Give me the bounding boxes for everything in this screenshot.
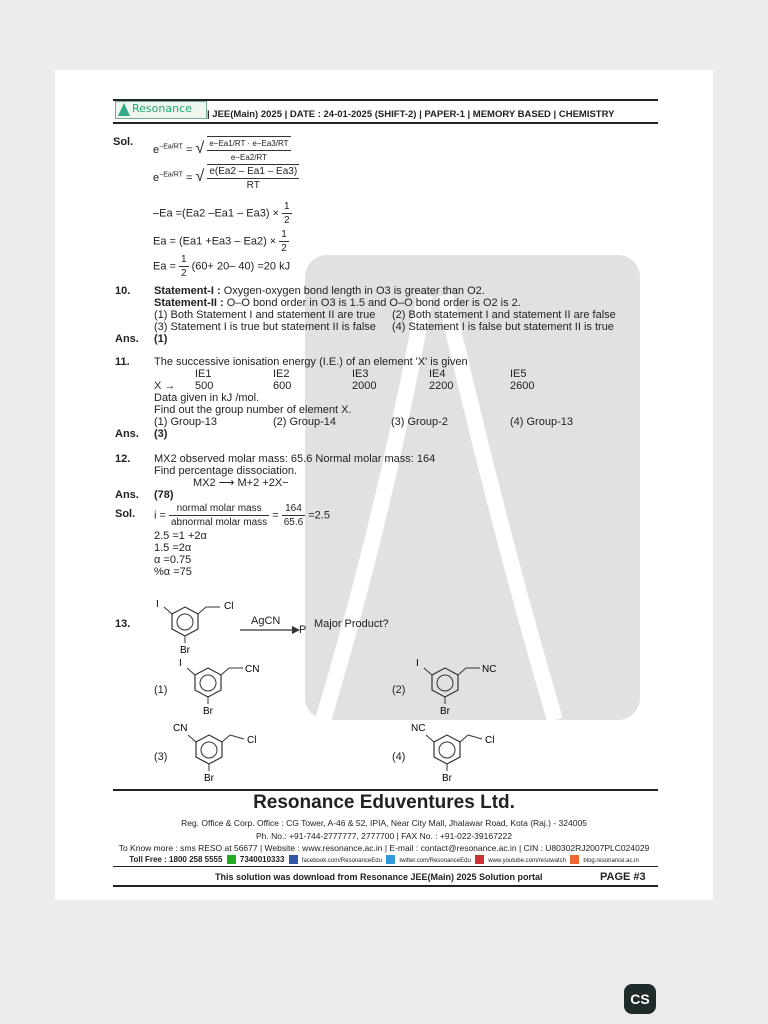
q11-header-ie2: IE2 xyxy=(273,368,290,380)
q13-question: Major Product? xyxy=(314,618,389,630)
q11-value-ie1: 500 xyxy=(195,380,214,392)
q11-value-ie2: 600 xyxy=(273,380,292,392)
q11-option2: (2) Group-14 xyxy=(273,416,336,428)
whatsapp-icon xyxy=(227,855,236,864)
q11-row-label: X → xyxy=(154,380,176,392)
footer-whatsapp: 7340010333 xyxy=(239,855,285,864)
q11-header-ie3: IE3 xyxy=(352,368,369,380)
sol9-line4: Ea = (Ea1 +Ea3 – Ea2) × $\frac{1}{2}$ xyxy=(153,229,287,254)
q13-option3-label: (3) xyxy=(154,751,168,763)
q11-header-ie5: IE5 xyxy=(510,368,527,380)
svg-text:NC: NC xyxy=(482,664,497,675)
q12-sol-label: Sol. xyxy=(115,508,136,520)
q10-option2: (2) Both statement I and statement II are false xyxy=(392,309,616,321)
q11-value-ie3: 2000 xyxy=(352,380,377,392)
q13-option1-label: (1) xyxy=(154,684,168,696)
q11-answer: (3) xyxy=(154,428,168,440)
footer-company: Resonance Eduventures Ltd. xyxy=(253,792,515,813)
q13-option3-structure xyxy=(167,717,282,782)
svg-text:NC: NC xyxy=(411,723,426,734)
q11-option3: (3) Group-2 xyxy=(391,416,448,428)
document-page xyxy=(55,70,713,900)
footer-youtube-link[interactable]: www.youtube.com/resowatch xyxy=(488,858,566,864)
q11-text: The successive ionisation energy (I.E.) of an element 'X' is given xyxy=(154,356,468,368)
sol9-line1: $e^{-Ea/RT}$ = √ $\frac{e-Ea1/RT \cdot e-Ea3/RT}{e-Ea2/RT}$ xyxy=(153,136,291,164)
footer-office: Reg. Office & Corp. Office : CG Tower, A-46 & 52, IPIA, Near City Mall, Jhalawar Road, Kota (Raj.) - 324005 xyxy=(181,818,587,828)
q13-sub-iodine: I xyxy=(156,599,159,610)
q10-number: 10. xyxy=(115,285,131,297)
svg-text:Cl: Cl xyxy=(247,735,257,746)
q13-number: 13. xyxy=(115,618,131,630)
svg-text:Br: Br xyxy=(442,773,452,782)
footer-bottom-rule xyxy=(113,885,658,887)
q11-option4: (4) Group-13 xyxy=(510,416,573,428)
footer-blog-link[interactable]: blog.resonance.ac.in xyxy=(583,858,639,864)
q12-i-equation: i = $\frac{\text{normal molar mass}}{\text{abnormal molar mass}}$ = $\frac{164}{65.6}$ =2.5 xyxy=(154,503,330,528)
q10-statement2: Statement-II : O–O bond order in O3 is 1.5 and O–O bond order is O2 is 2. xyxy=(154,297,521,309)
q13-option4-structure xyxy=(405,717,520,782)
q12-ans-label: Ans. xyxy=(115,489,139,501)
q10-option1: (1) Both Statement I and statement II are true xyxy=(154,309,376,321)
footer-facebook-link[interactable]: facebook.com/ResonanceEdu xyxy=(301,858,382,864)
q12-line2: 1.5 =2α xyxy=(154,542,192,554)
twitter-icon xyxy=(386,855,395,864)
q10-option4: (4) Statement I is false but statement II is true xyxy=(392,321,614,333)
q13-sub-chloro: Cl xyxy=(224,601,234,612)
q12-number: 12. xyxy=(115,453,131,465)
footer-know-more: To Know more : sms RESO at 56677 | Website : www.resonance.ac.in | E-mail : contact@resonance.ac.in | CIN : U80302RJ2007PLC024029 xyxy=(118,843,650,853)
footer-twitter-link[interactable]: twitter.com/ResonanceEdu xyxy=(399,858,471,864)
footer-toll-free: Toll Free : 1800 258 5555 xyxy=(129,855,223,864)
q11-option1: (1) Group-13 xyxy=(154,416,217,428)
page-number: PAGE #3 xyxy=(600,871,646,883)
svg-text:Br: Br xyxy=(440,706,450,715)
svg-text:CN: CN xyxy=(245,664,260,675)
svg-text:Br: Br xyxy=(203,706,213,715)
q10-ans-label: Ans. xyxy=(115,333,139,345)
logo-text: Resonance xyxy=(132,102,192,115)
svg-text:Br: Br xyxy=(204,773,214,782)
q12-reaction: MX2 ⟶ M+2 +2X− xyxy=(193,477,289,489)
q11-data-note: Data given in kJ /mol. xyxy=(154,392,260,404)
svg-text:Cl: Cl xyxy=(485,735,495,746)
q13-option1-structure xyxy=(173,650,283,715)
q11-value-ie5: 2600 xyxy=(510,380,535,392)
q11-number: 11. xyxy=(115,356,130,368)
q13-reactant-structure xyxy=(150,585,260,655)
footer-download-note: This solution was download from Resonance JEE(Main) 2025 Solution portal xyxy=(215,872,543,882)
q12-line1: 2.5 =1 +2α xyxy=(154,530,207,542)
sol9-line5: Ea = $\frac{1}{2}$ (60+ 20– 40) =20 kJ xyxy=(153,254,291,279)
sol9-label: Sol. xyxy=(113,136,134,148)
footer-contacts xyxy=(55,855,713,864)
q13-option4-label: (4) xyxy=(392,751,406,763)
q13-option2-structure xyxy=(410,650,520,715)
q12-answer: (78) xyxy=(154,489,174,501)
footer-top-rule xyxy=(113,789,658,791)
youtube-icon xyxy=(475,855,484,864)
q12-text: MX2 observed molar mass: 65.6 Normal molar mass: 164 xyxy=(154,453,436,465)
q13-sub-bromo: Br xyxy=(180,645,190,655)
sol9-line2: $e^{-Ea/RT}$ = √ $\frac{e(Ea2 - Ea1 - Ea3)}{RT}$ xyxy=(153,166,298,191)
q13-product: P xyxy=(299,624,307,636)
q10-statement1: Statement-I : Oxygen-oxygen bond length in O3 is greater than O2. xyxy=(154,285,485,297)
q12-find: Find percentage dissociation. xyxy=(154,465,298,477)
svg-text:I: I xyxy=(179,658,182,669)
q12-line4: %α =75 xyxy=(154,566,192,578)
svg-text:I: I xyxy=(416,658,419,669)
header-top-rule xyxy=(113,99,658,101)
q10-option3: (3) Statement I is true but statement II is false xyxy=(154,321,376,333)
header-bottom-rule xyxy=(113,122,658,124)
reaction-arrow-icon xyxy=(240,626,300,634)
header-title: | JEE(Main) 2025 | DATE : 24-01-2025 (SHIFT-2) | PAPER-1 | MEMORY BASED | CHEMISTRY xyxy=(207,109,615,120)
blog-icon xyxy=(570,855,579,864)
facebook-icon xyxy=(289,855,298,864)
q11-ans-label: Ans. xyxy=(115,428,139,440)
footer-phone: Ph. No.: +91-744-2777777, 2777700 | FAX No. : +91-022-39167222 xyxy=(256,831,512,841)
q11-find: Find out the group number of element X. xyxy=(154,404,352,416)
resonance-logo xyxy=(115,101,207,119)
q13-option2-label: (2) xyxy=(392,684,406,696)
logo-icon xyxy=(118,103,130,116)
svg-text:CN: CN xyxy=(173,723,188,734)
q12-line3: α =0.75 xyxy=(154,554,192,566)
sol9-line3: –Ea =(Ea2 –Ea1 – Ea3) × $\frac{1}{2}$ xyxy=(153,201,290,226)
q11-value-ie4: 2200 xyxy=(429,380,454,392)
footer-mid-rule xyxy=(113,866,658,867)
camscanner-badge: CS xyxy=(624,984,656,1014)
q10-answer: (1) xyxy=(154,333,168,345)
q11-header-ie4: IE4 xyxy=(429,368,446,380)
q13-reagent: AgCN xyxy=(251,615,281,627)
q11-header-ie1: IE1 xyxy=(195,368,212,380)
